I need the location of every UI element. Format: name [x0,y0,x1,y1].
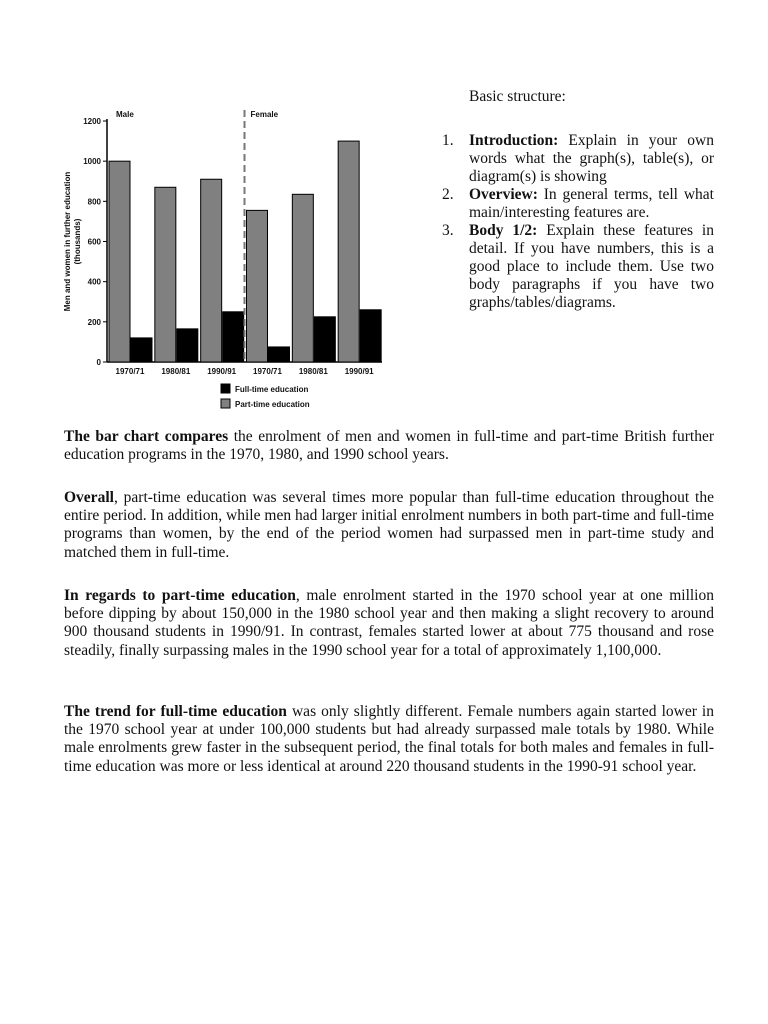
bar-chart [60,104,390,414]
x-tick-label: 1980/81 [161,367,191,376]
bar-part-time [201,179,222,362]
list-number: 3. [442,222,454,239]
legend-label: Full-time education [235,385,309,394]
structure-list [442,132,714,312]
x-tick-label: 1990/91 [207,367,237,376]
x-tick-label: 1970/71 [115,367,145,376]
list-number: 1. [442,132,454,149]
paragraph-text: , male enrolment started in the 1970 school year at one million before dipping by about 150,000 in the 1980 school year and then making a slight recovery to around 900 thousand students in 1990/91. In contrast, females started lower at about 775 thousand and rose steadily, finally surpassing males in the 1990 school year for a total of approximately 1,100,000. [64,587,714,659]
structure-item-text: In general terms, tell what main/interesting features are. [469,186,714,221]
group-label: Female [250,110,279,119]
structure-item-term: Introduction: [469,132,559,149]
legend-label: Part-time education [235,400,310,409]
bar-part-time [109,161,130,362]
paragraph-lead: Overall [64,489,114,506]
y-axis-label: Men and women in further education(thousands) [63,171,82,312]
y-tick-label: 400 [87,277,101,287]
bar-full-time [177,329,198,362]
bar-full-time [314,317,335,362]
structure-item-term: Body 1/2: [469,222,538,239]
bar-part-time [292,194,313,362]
y-tick-label: 1000 [83,157,101,167]
y-tick-label: 1200 [83,117,101,126]
bar-full-time [131,338,152,362]
x-tick-label: 1990/91 [344,367,374,376]
bar-part-time [155,187,176,362]
bar-chart-svg [60,104,390,414]
bar-full-time [269,347,290,362]
group-label: Male [116,110,134,119]
paragraph-text: was only slightly different. Female numbers again started lower in the 1970 school year at under 100,000 students but had already surpassed male totals by 1980. While male enrolments grew faster in the subsequent period, the final totals for both males and females in full-time education was more or less identical at around 220 thousand students in the 1990-91 school year. [64,703,714,775]
structure-item-text: Explain in your own words what the graph(s), table(s), or diagram(s) is showing [469,132,714,185]
paragraph-lead: In regards to part-time education [64,587,296,604]
y-tick-label: 0 [96,358,101,367]
basic-structure-box [442,88,714,312]
paragraph-lead: The trend for full-time education [64,703,287,720]
legend-swatch-part-time [221,399,230,408]
bar-part-time [247,210,268,362]
bar-part-time [338,141,359,362]
structure-item-body [442,222,714,312]
y-tick-label: 600 [87,237,101,247]
bar-full-time [223,312,244,362]
paragraph-lead: The bar chart compares [64,428,229,445]
structure-item-introduction [442,132,714,186]
paragraph-full-time [64,703,714,776]
paragraph-text: , part-time education was several times more popular than full-time education throughout the entire period. In addition, while men had larger initial enrolment numbers in both part-time and full-time programs than women, by the end of the period women had surpassed men in part-time study and matched them in full-time. [64,489,714,561]
x-tick-label: 1970/71 [253,367,282,376]
structure-item-overview [442,186,714,222]
structure-item-term: Overview: [469,186,538,203]
legend-swatch-full-time [221,384,230,393]
bar-full-time [360,310,381,362]
paragraph-introduction [64,428,714,464]
y-tick-label: 200 [87,317,101,327]
y-tick-label: 800 [87,197,101,207]
x-tick-label: 1980/81 [298,367,328,376]
structure-title: Basic structure: [469,88,566,105]
paragraph-part-time [64,587,714,660]
structure-item-text: Explain these features in detail. If you have numbers, this is a good place to include them. Use two body paragraphs if you have two graphs/tables/diagrams. [469,222,714,311]
list-number: 2. [442,186,454,203]
paragraph-overview [64,489,714,562]
paragraph-text: the enrolment of men and women in full-time and part-time British further education programs in the 1970, 1980, and 1990 school years. [64,428,714,464]
